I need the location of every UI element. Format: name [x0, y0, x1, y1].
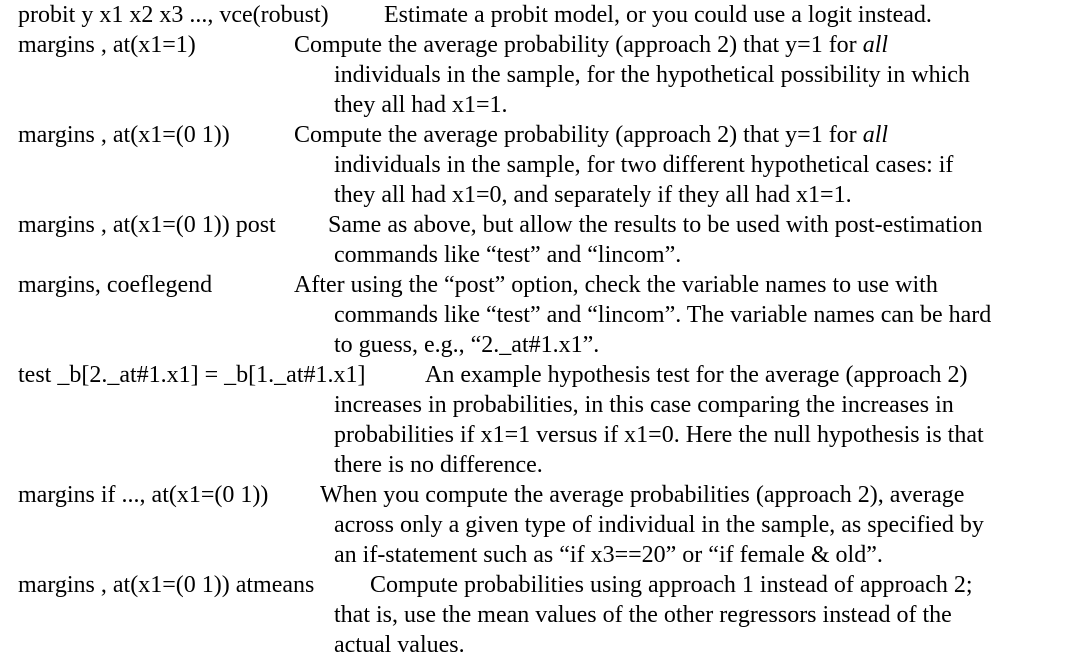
command-text: test _b[2._at#1.x1] = _b[1._at#1.x1]: [18, 362, 366, 388]
description-line: After using the “post” option, check the variable names to use with: [294, 272, 938, 298]
description-line: commands like “test” and “lincom”. The variable names can be hard: [334, 302, 992, 328]
emphasis-text: all: [862, 32, 889, 58]
description-line: increases in probabilities, in this case comparing the increases in: [334, 392, 954, 418]
description-line: an if-statement such as “if x3==20” or “if female & old”.: [334, 542, 883, 568]
description-line: they all had x1=1.: [334, 92, 508, 118]
command-text: probit y x1 x2 x3 ..., vce(robust): [18, 2, 329, 28]
command-text: margins if ..., at(x1=(0 1)): [18, 482, 269, 508]
description-line: Estimate a probit model, or you could use a logit instead.: [384, 2, 932, 28]
command-text: margins , at(x1=(0 1)) atmeans: [18, 572, 315, 598]
description-line: there is no difference.: [334, 452, 543, 478]
description-line: Same as above, but allow the results to be used with post-estimation: [328, 212, 983, 238]
description-line: that is, use the mean values of the other regressors instead of the: [334, 602, 952, 628]
description-line: commands like “test” and “lincom”.: [334, 242, 682, 268]
description-line: they all had x1=0, and separately if they all had x1=1.: [334, 182, 852, 208]
description-line: Compute the average probability (approach 2) that y=1 for all: [294, 122, 889, 148]
description-line: Compute the average probability (approach 2) that y=1 for all: [294, 32, 889, 58]
command-text: margins, coeflegend: [18, 272, 213, 298]
emphasis-text: all: [862, 122, 889, 148]
description-line: individuals in the sample, for two different hypothetical cases: if: [334, 152, 954, 178]
description-line: individuals in the sample, for the hypothetical possibility in which: [334, 62, 970, 88]
command-text: margins , at(x1=(0 1)) post: [18, 212, 276, 238]
command-text: margins , at(x1=1): [18, 32, 196, 58]
description-line: probabilities if x1=1 versus if x1=0. Here the null hypothesis is that: [334, 422, 984, 448]
description-line: across only a given type of individual in the sample, as specified by: [334, 512, 984, 538]
description-line: An example hypothesis test for the average (approach 2): [425, 362, 968, 388]
description-line: actual values.: [334, 632, 465, 658]
command-text: margins , at(x1=(0 1)): [18, 122, 230, 148]
description-line: When you compute the average probabilities (approach 2), average: [320, 482, 965, 508]
description-line: to guess, e.g., “2._at#1.x1”.: [334, 332, 600, 358]
description-line: Compute probabilities using approach 1 instead of approach 2;: [370, 572, 973, 598]
